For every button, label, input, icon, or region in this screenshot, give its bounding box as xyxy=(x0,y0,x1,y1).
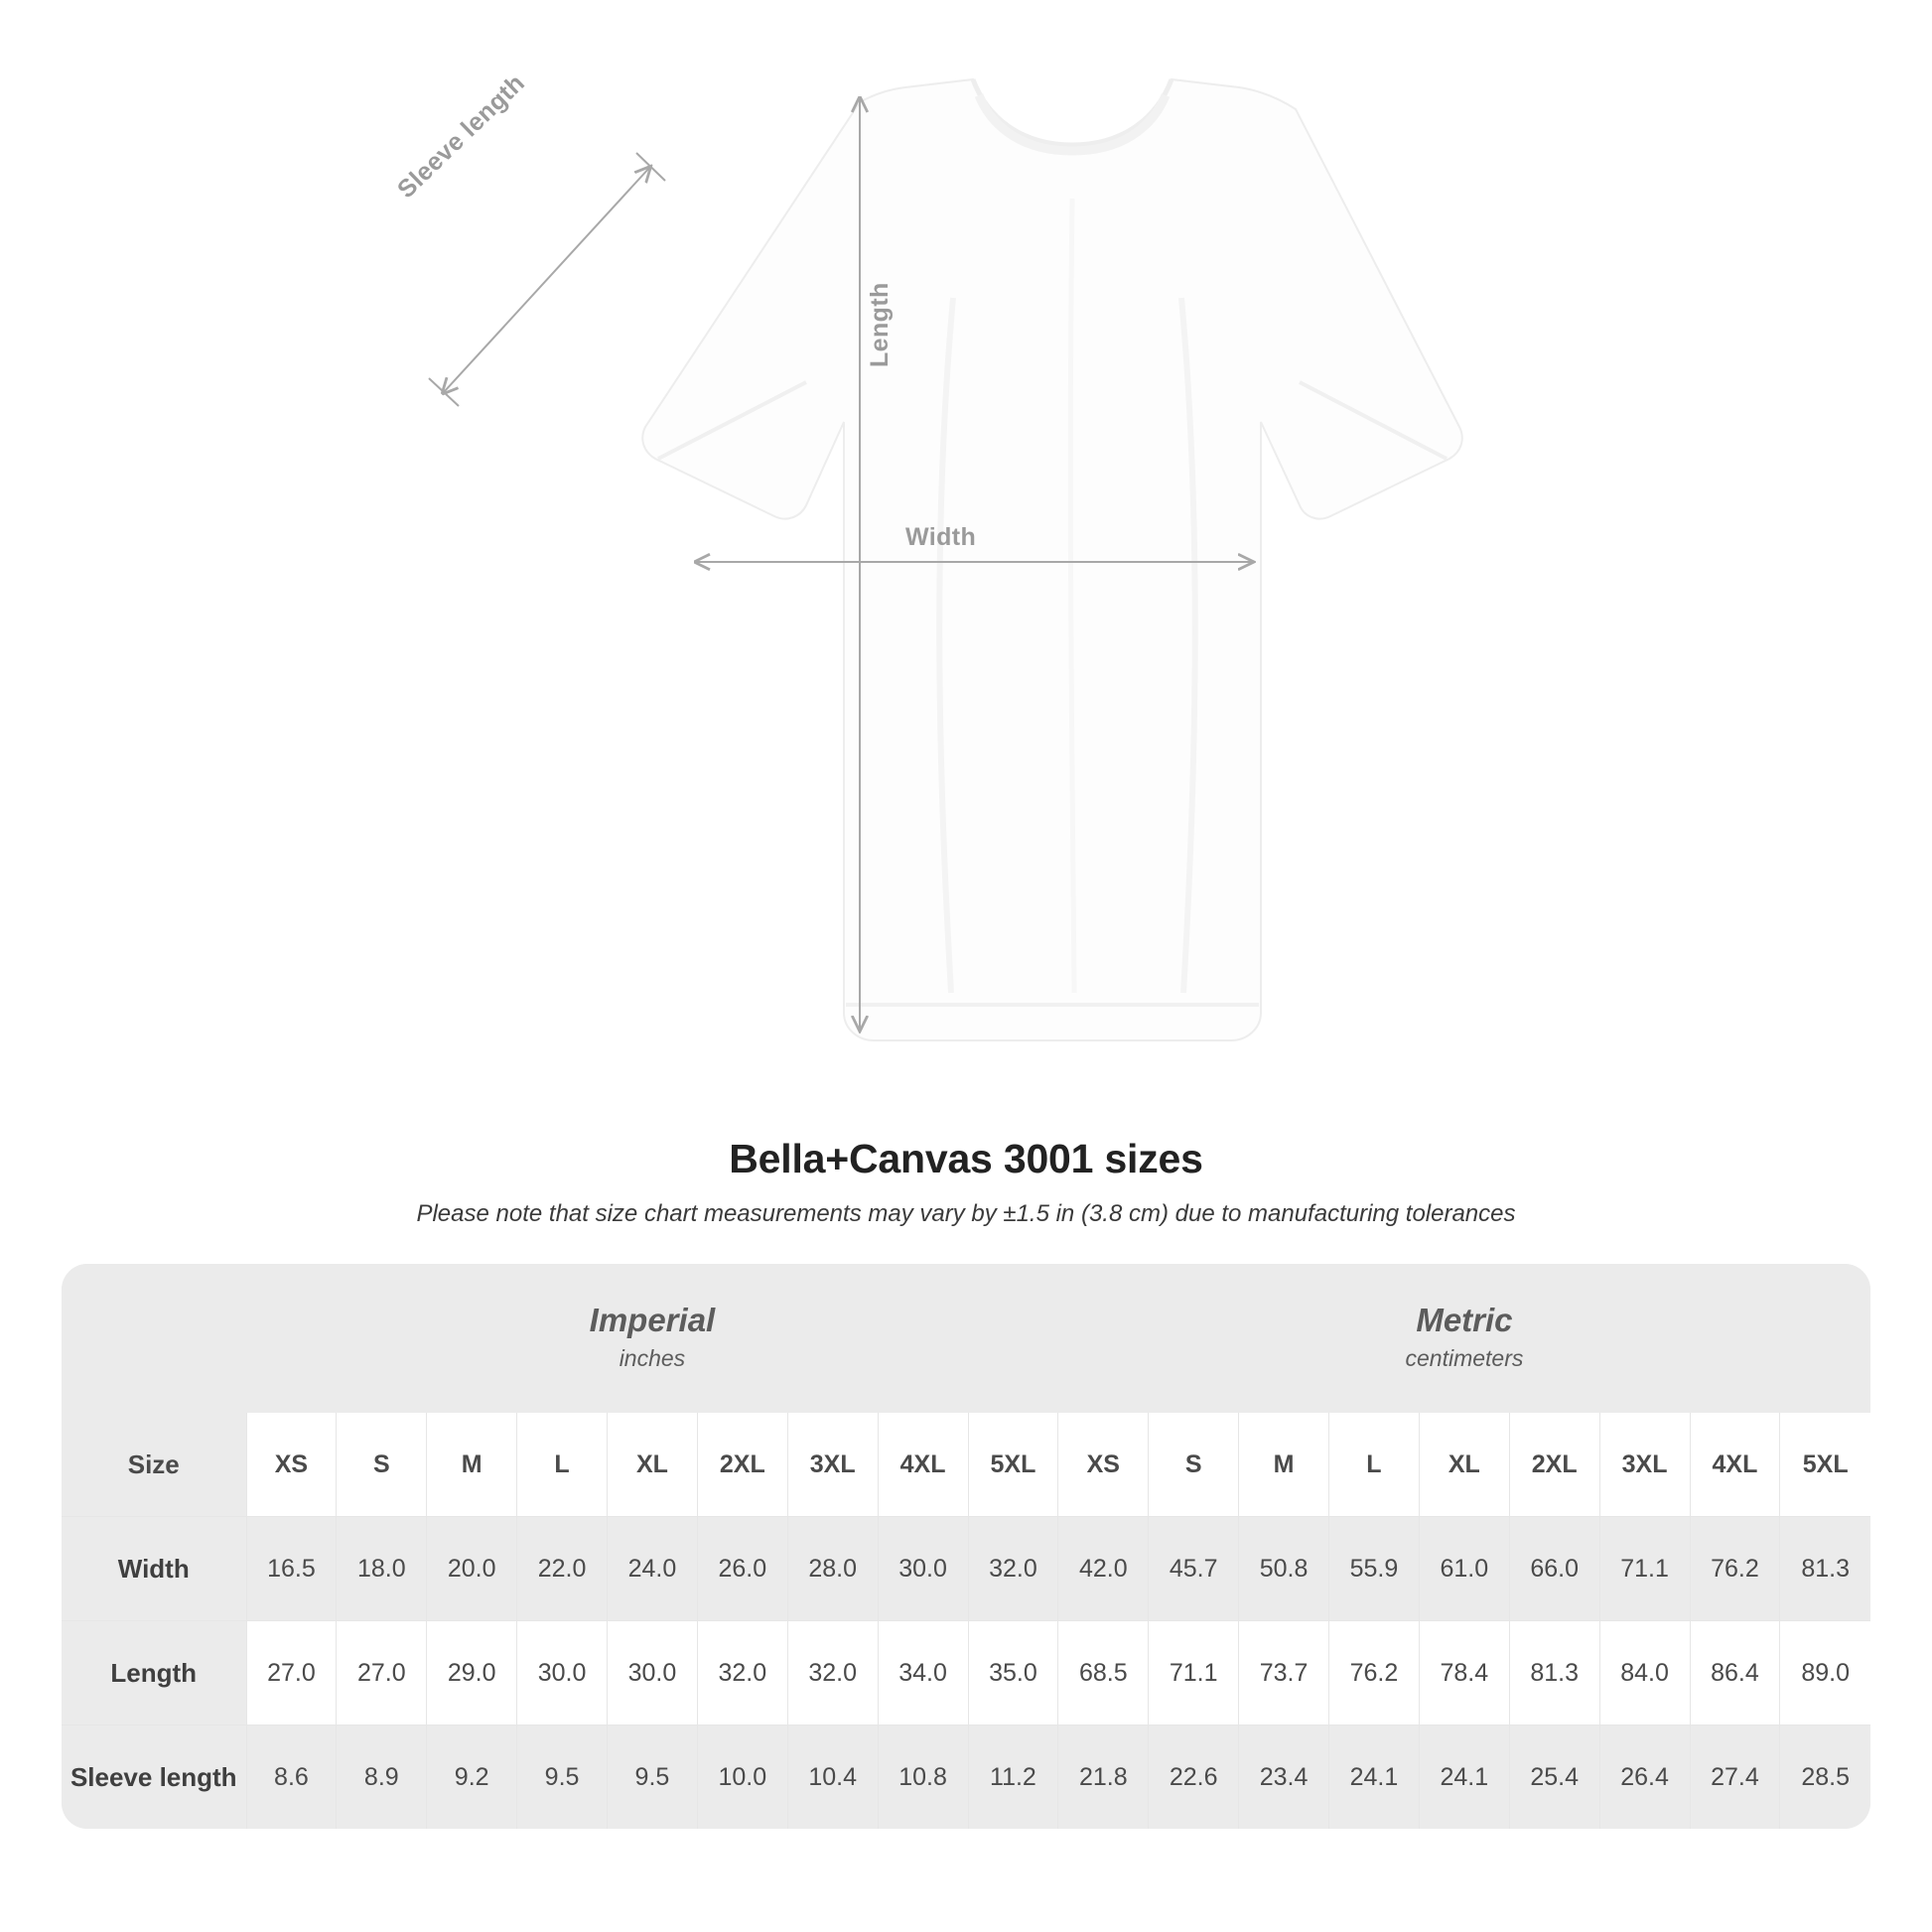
measurement-cell: 23.4 xyxy=(1239,1725,1329,1830)
measurement-cell: 42.0 xyxy=(1058,1517,1149,1621)
size-column-header: S xyxy=(1149,1413,1239,1517)
unit-header-imperial xyxy=(246,1264,1058,1413)
size-column-header: M xyxy=(1239,1413,1329,1517)
measurement-cell: 81.3 xyxy=(1780,1517,1870,1621)
measurement-cell: 29.0 xyxy=(427,1621,517,1725)
table-row xyxy=(62,1517,1870,1621)
measurement-cell: 32.0 xyxy=(697,1621,787,1725)
unit-header-row xyxy=(62,1264,1870,1413)
measurement-cell: 21.8 xyxy=(1058,1725,1149,1830)
size-column-header: 3XL xyxy=(787,1413,878,1517)
tshirt-shape xyxy=(642,79,1462,1040)
table-row xyxy=(62,1725,1870,1830)
unit-subtitle: centimeters xyxy=(1405,1345,1524,1372)
size-column-header: XS xyxy=(1058,1413,1149,1517)
measurement-cell: 9.5 xyxy=(608,1725,698,1830)
measurement-cell: 84.0 xyxy=(1599,1621,1690,1725)
measurement-cell: 9.2 xyxy=(427,1725,517,1830)
size-column-header: L xyxy=(517,1413,608,1517)
measurement-cell: 32.0 xyxy=(787,1621,878,1725)
measurement-cell: 30.0 xyxy=(517,1621,608,1725)
size-column-header: M xyxy=(427,1413,517,1517)
width-label: Width xyxy=(905,523,977,551)
measurement-cell: 24.1 xyxy=(1329,1725,1420,1830)
size-column-header: 4XL xyxy=(878,1413,968,1517)
size-table xyxy=(62,1264,1870,1829)
row-label: Width xyxy=(62,1517,246,1621)
size-column-header: 4XL xyxy=(1690,1413,1780,1517)
row-label: Length xyxy=(62,1621,246,1725)
measurement-cell: 28.0 xyxy=(787,1517,878,1621)
page-title: Bella+Canvas 3001 sizes xyxy=(729,1136,1203,1181)
tolerance-note: Please note that size chart measurements may vary by ±1.5 in (3.8 cm) due to manufacturing tolerances xyxy=(416,1200,1516,1227)
sleeve-length-label: Sleeve length xyxy=(392,69,531,205)
unit-header-metric xyxy=(1058,1264,1870,1413)
measurement-cell: 76.2 xyxy=(1690,1517,1780,1621)
measurement-cell: 22.6 xyxy=(1149,1725,1239,1830)
measurement-cell: 71.1 xyxy=(1149,1621,1239,1725)
size-column-header: 2XL xyxy=(1509,1413,1599,1517)
measurement-cell: 30.0 xyxy=(878,1517,968,1621)
measurement-cell: 81.3 xyxy=(1509,1621,1599,1725)
size-column-header: 3XL xyxy=(1599,1413,1690,1517)
size-column-header: XL xyxy=(1419,1413,1509,1517)
row-label: Sleeve length xyxy=(62,1725,246,1830)
measurement-cell: 26.0 xyxy=(697,1517,787,1621)
measurement-cell: 89.0 xyxy=(1780,1621,1870,1725)
size-column-header: 5XL xyxy=(1780,1413,1870,1517)
unit-subtitle: inches xyxy=(619,1345,686,1372)
size-column-header: L xyxy=(1329,1413,1420,1517)
measurement-cell: 10.8 xyxy=(878,1725,968,1830)
measurement-cell: 18.0 xyxy=(337,1517,427,1621)
measurement-cell: 27.0 xyxy=(337,1621,427,1725)
measurement-cell: 20.0 xyxy=(427,1517,517,1621)
measurement-cell: 10.4 xyxy=(787,1725,878,1830)
measurement-cell: 71.1 xyxy=(1599,1517,1690,1621)
measurement-cell: 10.0 xyxy=(697,1725,787,1830)
measurement-cell: 35.0 xyxy=(968,1621,1058,1725)
measurement-cell: 27.0 xyxy=(246,1621,337,1725)
measurement-cell: 28.5 xyxy=(1780,1725,1870,1830)
size-column-header: S xyxy=(337,1413,427,1517)
measurement-cell: 86.4 xyxy=(1690,1621,1780,1725)
measurement-cell: 24.1 xyxy=(1419,1725,1509,1830)
size-header-row xyxy=(62,1413,1870,1517)
measurement-cell: 34.0 xyxy=(878,1621,968,1725)
length-label: Length xyxy=(866,282,894,367)
measurement-cell: 66.0 xyxy=(1509,1517,1599,1621)
measurement-cell: 73.7 xyxy=(1239,1621,1329,1725)
measurement-cell: 22.0 xyxy=(517,1517,608,1621)
measurement-cell: 8.6 xyxy=(246,1725,337,1830)
measurement-cell: 78.4 xyxy=(1419,1621,1509,1725)
measurement-cell: 45.7 xyxy=(1149,1517,1239,1621)
measurement-cell: 24.0 xyxy=(608,1517,698,1621)
measurement-cell: 9.5 xyxy=(517,1725,608,1830)
size-header-label: Size xyxy=(62,1413,246,1517)
unit-name: Imperial xyxy=(589,1301,716,1338)
measurement-cell: 8.9 xyxy=(337,1725,427,1830)
measurement-cell: 32.0 xyxy=(968,1517,1058,1621)
measurement-cell: 30.0 xyxy=(608,1621,698,1725)
measurement-cell: 11.2 xyxy=(968,1725,1058,1830)
size-table-wrapper xyxy=(62,1264,1870,1829)
measurement-cell: 61.0 xyxy=(1419,1517,1509,1621)
unit-name: Metric xyxy=(1416,1301,1513,1338)
measurement-cell: 76.2 xyxy=(1329,1621,1420,1725)
table-row xyxy=(62,1621,1870,1725)
size-column-header: XL xyxy=(608,1413,698,1517)
size-column-header: XS xyxy=(246,1413,337,1517)
unit-row-spacer xyxy=(62,1264,246,1413)
measurement-cell: 25.4 xyxy=(1509,1725,1599,1830)
measurement-cell: 27.4 xyxy=(1690,1725,1780,1830)
size-column-header: 5XL xyxy=(968,1413,1058,1517)
size-column-header: 2XL xyxy=(697,1413,787,1517)
measurement-cell: 55.9 xyxy=(1329,1517,1420,1621)
title-block xyxy=(0,1136,1932,1228)
measurement-cell: 50.8 xyxy=(1239,1517,1329,1621)
measurement-cell: 26.4 xyxy=(1599,1725,1690,1830)
measurement-cell: 68.5 xyxy=(1058,1621,1149,1725)
sleeve-dimension-arrow xyxy=(429,153,665,406)
measurement-cell: 16.5 xyxy=(246,1517,337,1621)
